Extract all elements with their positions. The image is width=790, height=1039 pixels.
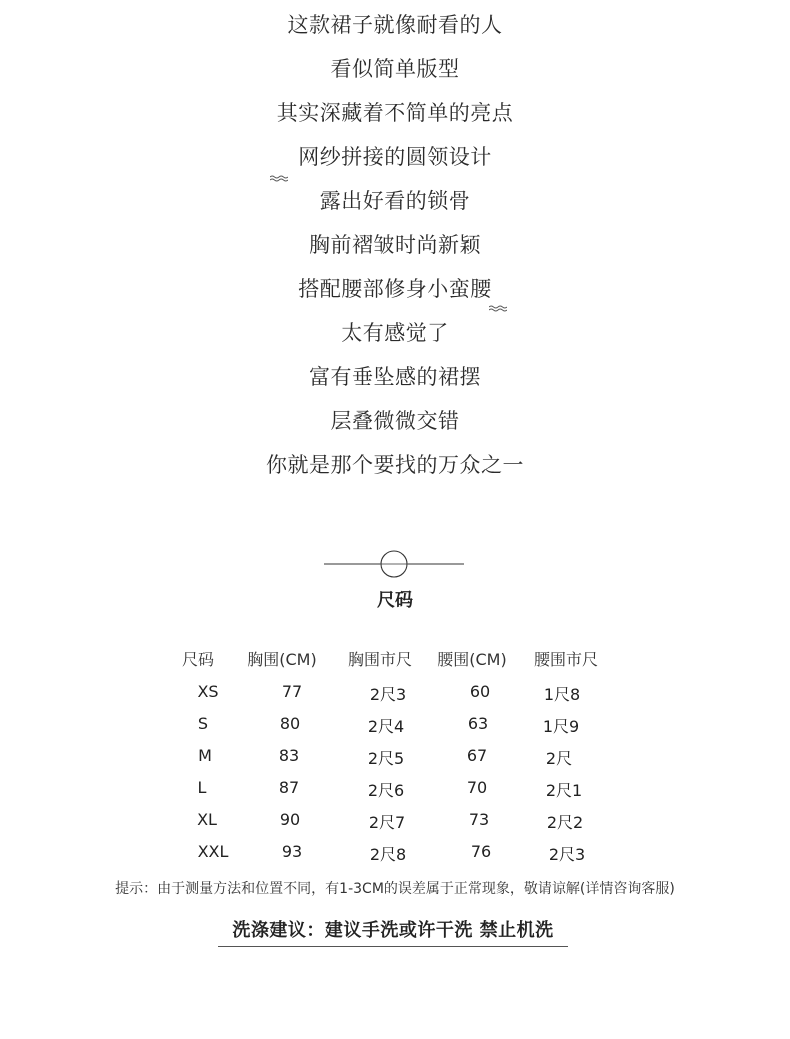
poem-line: 你就是那个要找的万众之一	[266, 453, 524, 477]
table-cell: 87	[278, 778, 300, 797]
table-header: 腰围市尺	[533, 650, 598, 669]
table-cell: L	[197, 778, 207, 797]
size-section-title: 尺码	[377, 590, 413, 611]
table-cell: 93	[281, 842, 303, 861]
measurement-note: 提示：由于测量方法和位置不同，有1-3CM的误差属于正常现象，敬请谅解(详情咨询客服)	[115, 881, 675, 897]
table-cell: 60	[469, 682, 491, 701]
poem-line: 层叠微微交错	[330, 409, 460, 433]
poem-line: 搭配腰部修身小蛮腰	[298, 277, 492, 301]
table-cell: M	[198, 746, 212, 765]
table-cell: 2尺7	[368, 813, 406, 832]
table-cell: 1尺8	[543, 685, 581, 704]
wave-decoration-icon	[270, 175, 288, 183]
table-cell: 2尺5	[367, 749, 405, 768]
table-cell: 1尺9	[542, 717, 580, 736]
table-cell: 2尺4	[367, 717, 405, 736]
table-cell: 90	[279, 810, 301, 829]
wave-decoration-icon	[489, 305, 507, 313]
poem-line: 看似简单版型	[330, 57, 460, 81]
table-cell: XXL	[197, 842, 229, 861]
table-cell: 63	[467, 714, 489, 733]
poem-line: 胸前褶皱时尚新颖	[309, 233, 481, 257]
poem-block	[0, 8, 790, 492]
poem-line: 网纱拼接的圆领设计	[298, 145, 492, 169]
table-cell: 83	[278, 746, 300, 765]
table-cell: 2尺	[545, 749, 573, 768]
table-cell: 2尺1	[545, 781, 583, 800]
table-cell: 80	[279, 714, 301, 733]
table-cell: 70	[466, 778, 488, 797]
table-header: 尺码	[181, 650, 214, 669]
poem-line: 其实深藏着不简单的亮点	[276, 101, 514, 125]
table-header: 胸围市尺	[347, 650, 412, 669]
table-cell: 76	[470, 842, 492, 861]
poem-line: 这款裙子就像耐看的人	[287, 13, 503, 37]
table-cell: XL	[197, 810, 217, 829]
table-cell: 67	[466, 746, 488, 765]
poem-line: 富有垂坠感的裙摆	[309, 365, 481, 389]
table-cell: XS	[197, 682, 219, 701]
poem-line: 露出好看的锁骨	[319, 189, 471, 213]
washing-instructions: 洗涤建议：建议手洗或许干洗 禁止机洗	[232, 920, 554, 941]
table-cell: 2尺8	[369, 845, 407, 864]
table-cell: 2尺3	[369, 685, 407, 704]
table-header: 胸围(CM)	[247, 650, 317, 669]
table-header: 腰围(CM)	[437, 650, 507, 669]
poem-line: 太有感觉了	[341, 321, 449, 345]
table-cell: 73	[468, 810, 490, 829]
table-cell: 2尺6	[367, 781, 405, 800]
wash-underline	[218, 946, 568, 947]
table-cell: S	[197, 714, 209, 733]
table-cell: 2尺3	[548, 845, 586, 864]
table-cell: 77	[281, 682, 303, 701]
section-divider-icon	[322, 548, 466, 580]
table-cell: 2尺2	[546, 813, 584, 832]
